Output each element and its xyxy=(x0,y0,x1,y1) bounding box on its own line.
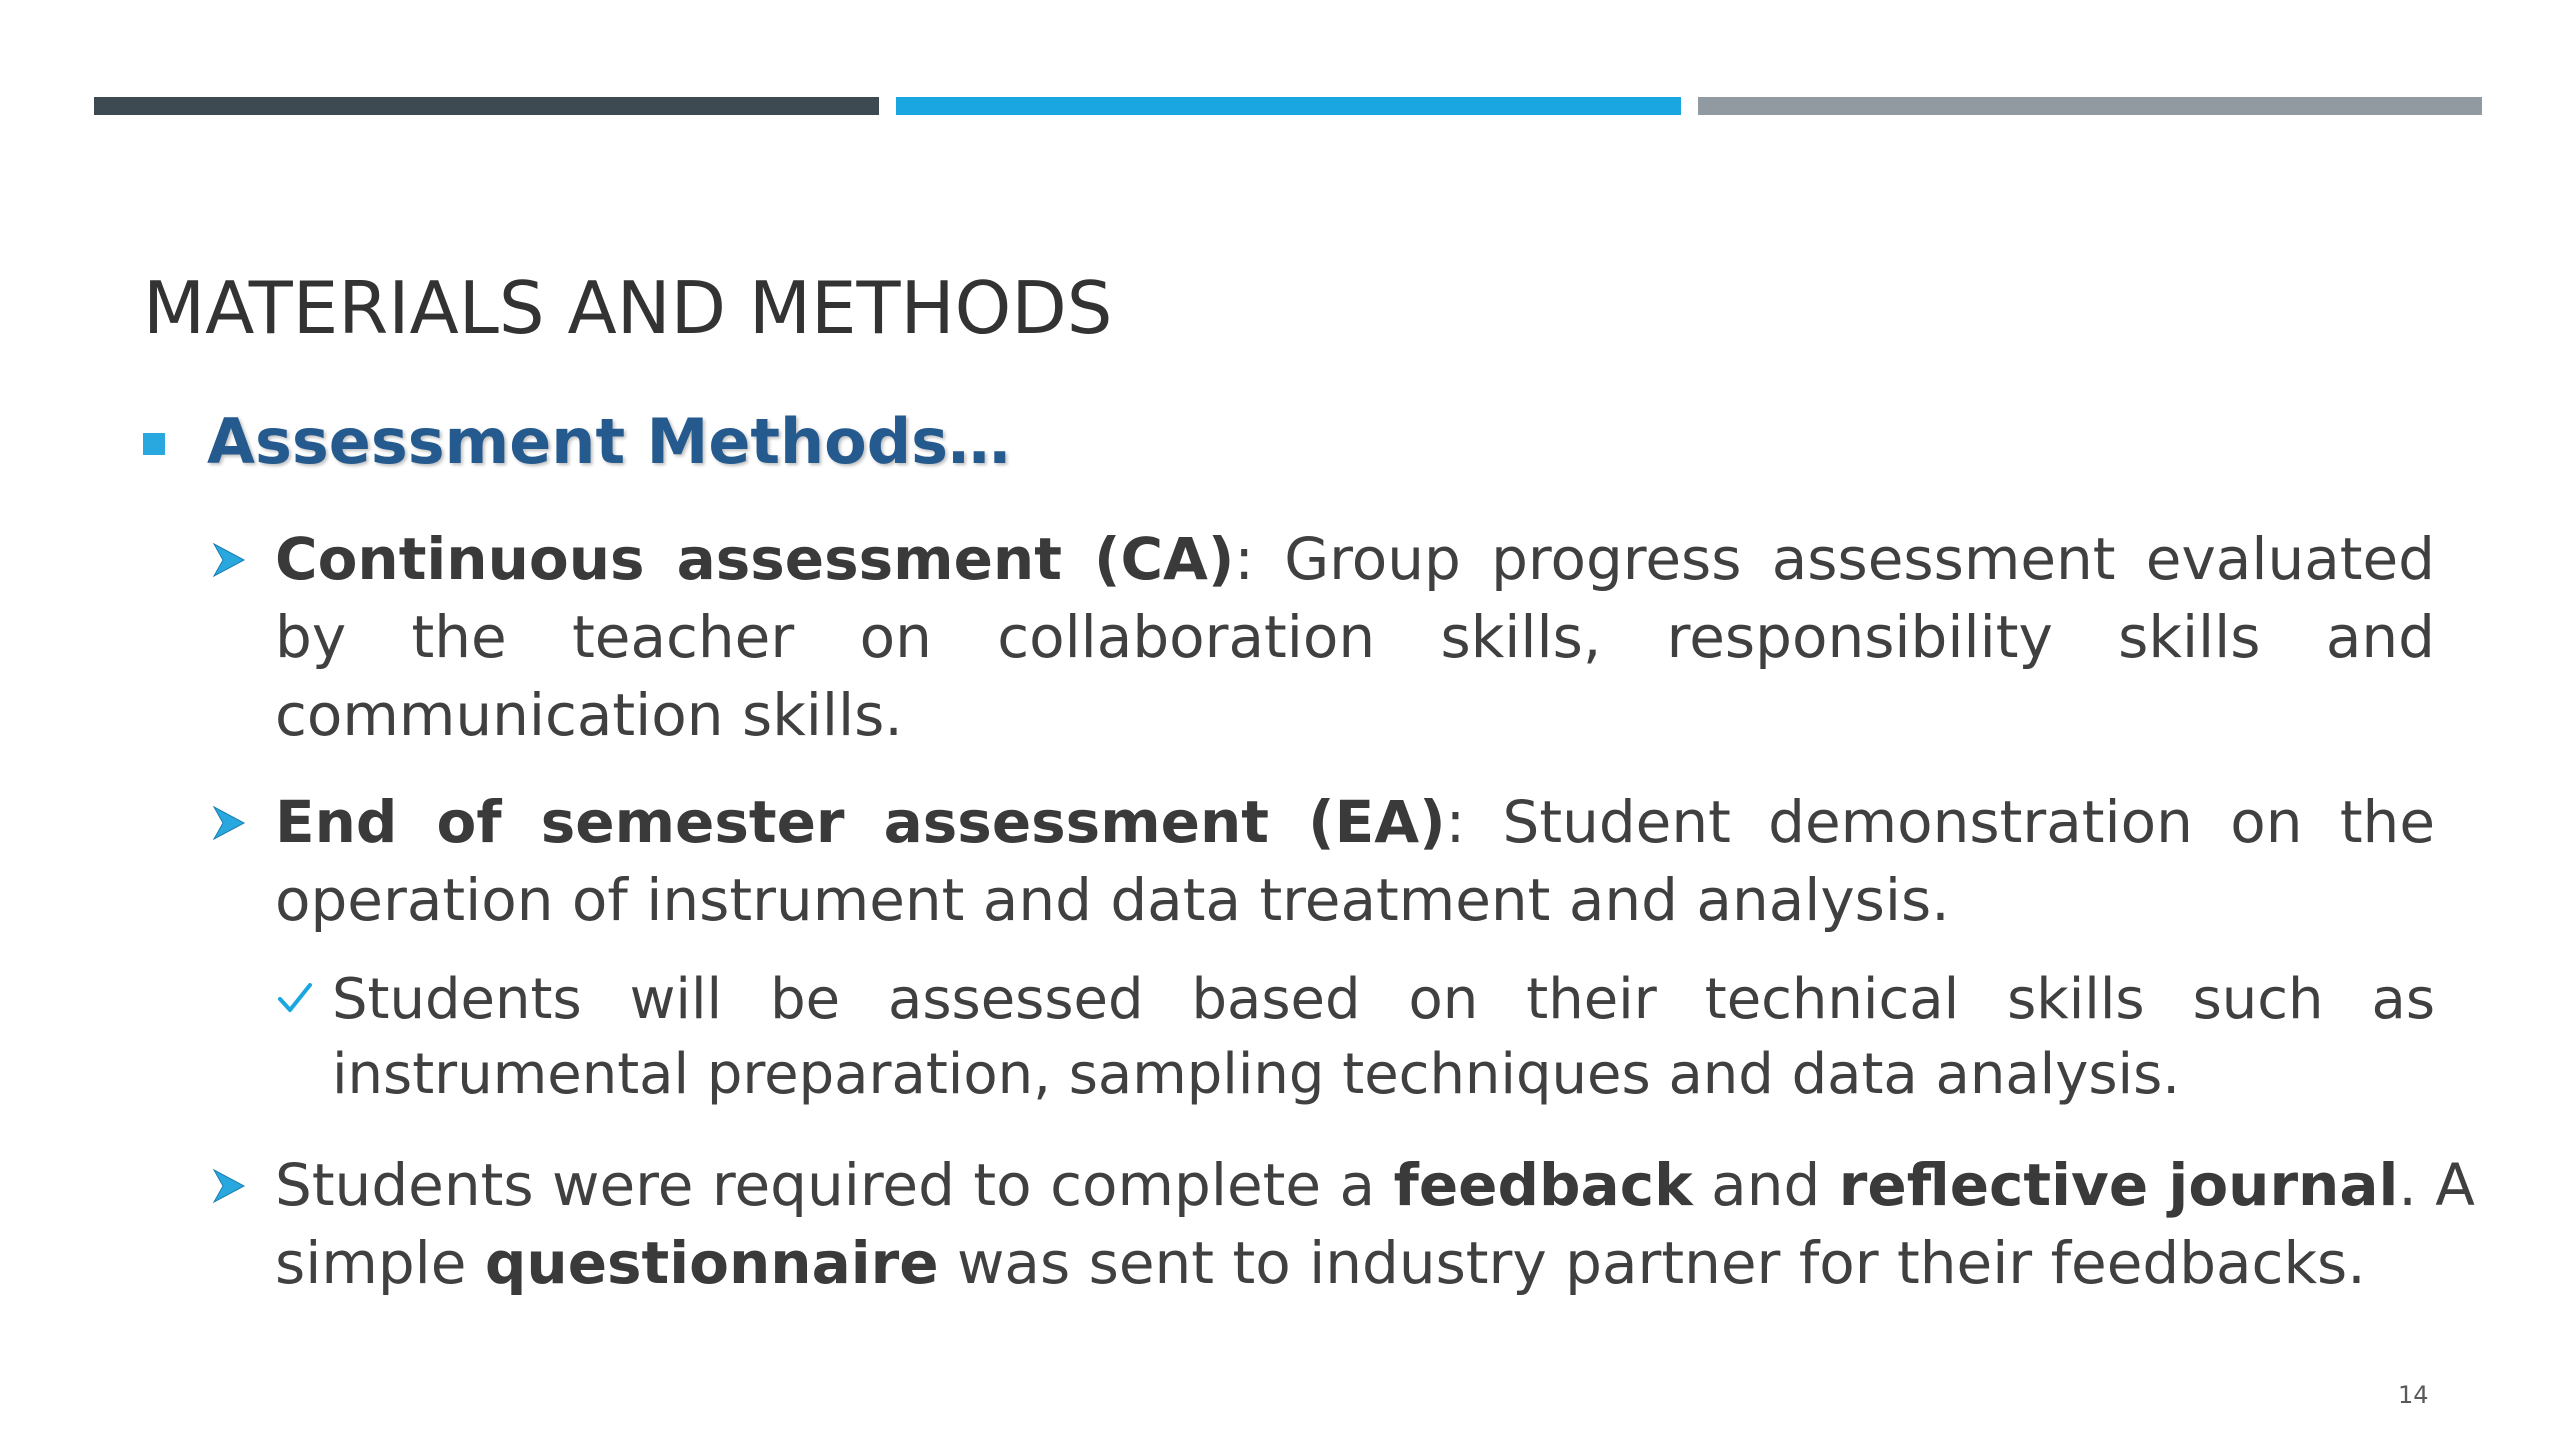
item-text: Group progress assessment evaluated by the teacher on collaboration skills, responsibility skills and communication skills. xyxy=(275,525,2435,749)
list-item-feedback xyxy=(275,1146,2475,1302)
square-bullet-icon xyxy=(143,433,165,455)
page-number: 14 xyxy=(2398,1381,2429,1409)
arrowhead-bullet-icon xyxy=(212,1166,246,1206)
list-item-end-semester-assessment xyxy=(275,783,2435,939)
slide-title: MATERIALS AND METHODS xyxy=(143,266,1113,350)
item-text-part: was sent to industry partner for their feedbacks. xyxy=(938,1229,2366,1297)
item-bold-reflective-journal: reflective journal xyxy=(1838,1151,2399,1219)
subitem-text: Students will be assessed based on their technical skills such as instrumental preparation, sampling techniques and data analysis. xyxy=(332,967,2435,1107)
heading-row xyxy=(143,400,1010,484)
item-colon: : xyxy=(1445,788,1466,856)
checkmark-bullet-icon xyxy=(277,980,313,1016)
list-subitem-technical-skills xyxy=(332,962,2435,1112)
item-term: Continuous assessment (CA) xyxy=(275,525,1235,593)
item-text-part: . A simple xyxy=(275,1151,2475,1297)
list-item-continuous-assessment xyxy=(275,520,2435,754)
item-term: End of semester assessment (EA) xyxy=(275,788,1446,856)
accent-bar-blue xyxy=(896,97,1681,115)
item-text-part: Students were required to complete a xyxy=(275,1151,1394,1219)
section-heading: Assessment Methods… xyxy=(207,405,1011,478)
item-bold-questionnaire: questionnaire xyxy=(484,1229,939,1297)
arrowhead-bullet-icon xyxy=(212,540,246,580)
accent-bar-gray xyxy=(1698,97,2482,115)
accent-bar-dark xyxy=(94,97,879,115)
item-bold-feedback: feedback xyxy=(1393,1151,1693,1219)
arrowhead-bullet-icon xyxy=(212,803,246,843)
item-text-part: and xyxy=(1692,1151,1839,1219)
item-colon: : xyxy=(1234,525,1254,593)
item-text: Student demonstration on the operation of instrument and data treatment and analysis. xyxy=(275,788,2435,934)
